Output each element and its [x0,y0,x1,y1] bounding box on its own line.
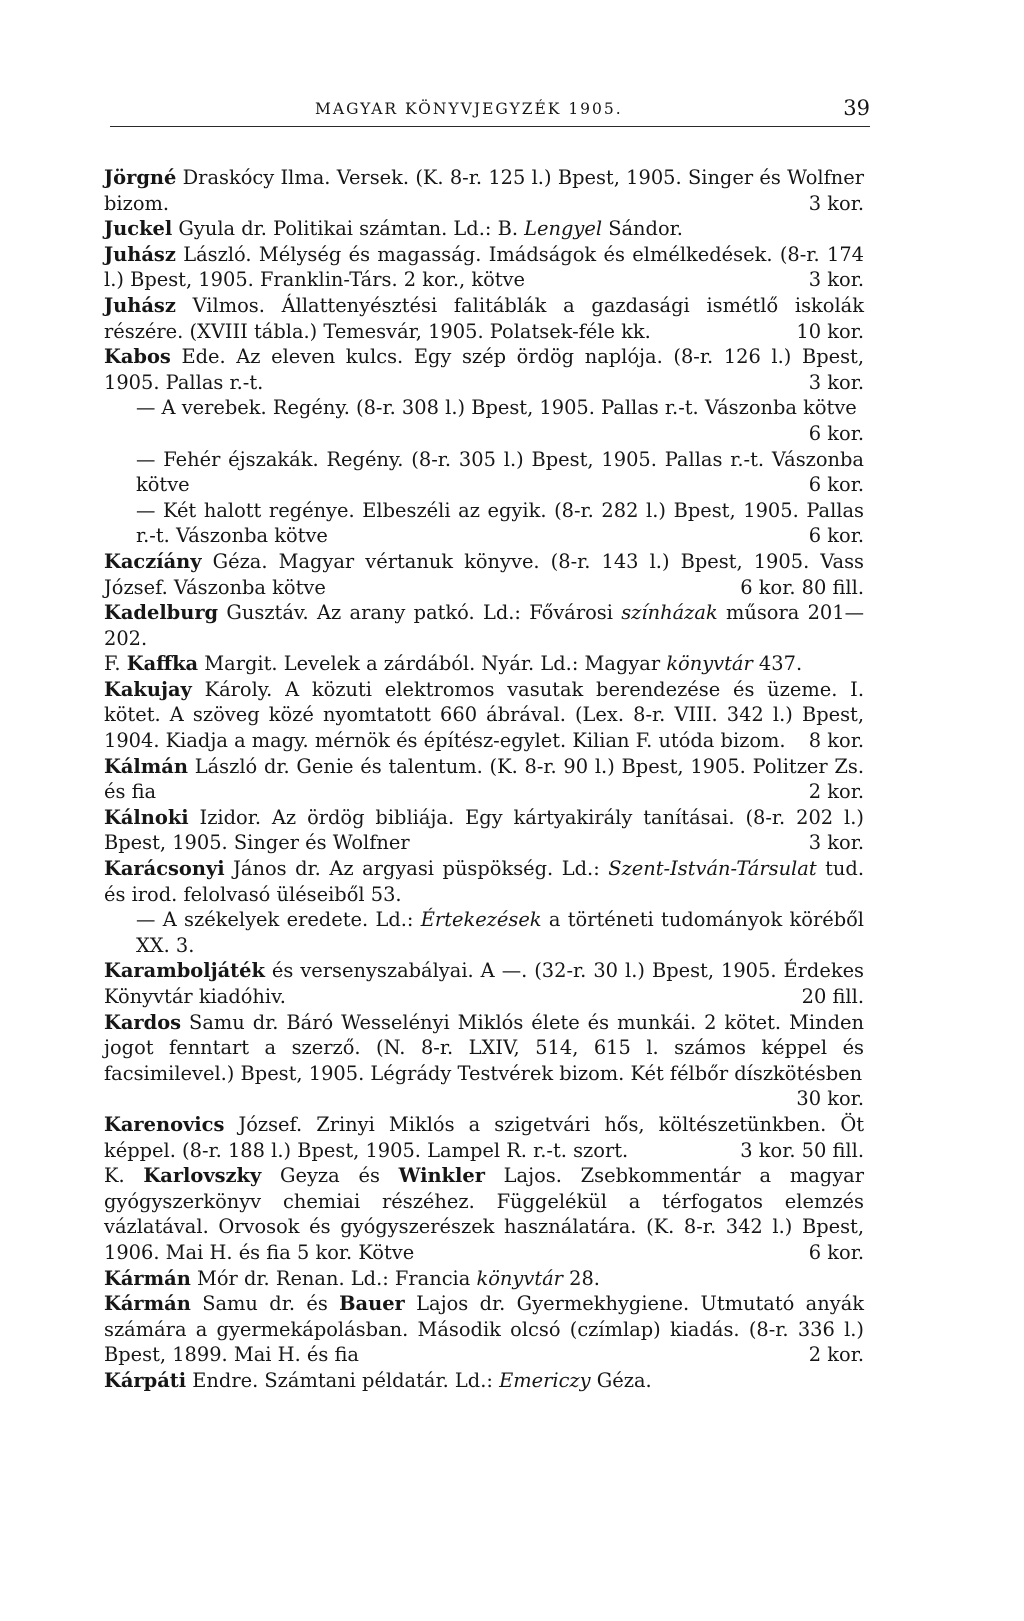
bibliography-entry [104,395,864,446]
entry-author: Kárpáti [104,1368,187,1392]
entry-text: Ede. Az eleven kulcs. Egy szép ördög naplója. (8-r. 126 l.) Bpest, 1905. Pallas r.-t. [104,345,864,394]
entry-price: 3 kor. [808,268,864,292]
entry-text: Endre. Számtani példatár. Ld.: [192,1368,500,1392]
entry-text: Gyula dr. Politikai számtan. Ld.: B. [178,217,525,241]
entry-price: 3 kor. [808,831,864,855]
bibliography-entry [104,549,864,600]
entry-text: Samu dr. Báró Wesselényi Miklós élete és munkái. 2 kötet. Minden jogot fenntart a szerző. (N. 8-r. LXIV, 514, 615 l. számos képpel és facsimilevel.) Bpest, 1905. Légrády Testvérek bizom. Két félbőr díszkötésben [104,1010,864,1085]
bibliography-entry [104,447,864,498]
bibliography-entry [104,600,864,651]
bibliography-entry [104,651,864,677]
entry-coauthor: Winkler [398,1164,485,1188]
entry-text: Vilmos. Állattenyésztési falitáblák a gazdasági ismétlő iskolák részére. (XVIII tábla.) Temesvár, 1905. Polatsek-féle kk. [104,293,864,343]
entry-tail: műsora 201—202. [104,601,864,650]
entry-text: Gusztáv. Az arany patkó. Ld.: Fővárosi [226,601,622,625]
entry-text: — A székelyek eredete. Ld.: [136,908,421,932]
entry-tail: tud. és irod. felolvasó üléseiből 53. [104,857,864,906]
entry-price: 3 kor. [808,191,864,215]
entry-text: Draskócy Ilma. Versek. (K. 8-r. 125 l.) Bpest, 1905. Singer és Wolfner bizom. [104,166,864,215]
bibliography-entry [104,1266,864,1292]
bibliography-entry [104,907,864,958]
entry-text: Margit. Levelek a zárdából. Nyár. Ld.: Magyar [204,652,667,676]
entry-text: Károly. A közuti elektromos vasutak berendezése és üzeme. I. kötet. A szöveg közé nyomtatott 660 ábrával. (Lex. 8-r. VIII. 342 l.) Bpest, 1904. Kiadja a magy. mérnök és építész-egylet. Kilian F. utóda bizom. [104,677,864,753]
bibliography-entry [104,216,864,242]
entry-text: Mór dr. Renan. Ld.: Francia [197,1266,477,1290]
entry-tail: Géza. [590,1368,652,1392]
entry-author: Juhász [104,242,176,266]
entry-price: 20 fill. [801,985,864,1008]
entry-tail: Sándor. [602,217,683,241]
entry-author: Kardos [104,1010,182,1034]
entry-text: László. Mélység és magasság. Imádságok és elmélkedések. (8-r. 174 l.) Bpest, 1905. Franklin-Társ. 2 kor., kötve [104,242,864,292]
entry-author: Karlovszky [143,1164,262,1188]
entry-text: Samu dr. és [202,1292,340,1316]
entry-price: 2 kor. [808,1343,864,1367]
entry-price: 6 kor. [808,421,864,445]
entry-author: Kálnoki [104,805,189,829]
entry-series: színházak [621,601,718,625]
entry-author: Jörgné [104,166,177,189]
entry-author: Kadelburg [104,601,219,625]
entry-price: 30 kor. [796,1087,864,1111]
entry-author: Kármán [104,1266,191,1290]
entry-author: Kabos [104,345,171,369]
bibliography-entry [104,754,864,805]
entry-series: Értekezések [420,908,542,932]
entry-author: Karamboljáték [104,959,265,983]
entry-text: János dr. Az argyasi püspökség. Ld.: [233,857,609,881]
entry-price: 6 kor. [808,1240,864,1264]
entry-price: 8 kor. [808,729,864,753]
page-header [110,96,870,130]
entry-text: — Két halott regénye. Elbeszéli az egyik. (8-r. 282 l.) Bpest, 1905. Pallas r.-t. Vászonba kötve [136,498,864,548]
bibliography-entry [104,856,864,907]
bibliography-entry [104,242,864,293]
entry-price: 6 kor. 80 fill. [740,575,864,599]
entry-series: Emericzy [499,1368,591,1392]
entry-text: — Fehér éjszakák. Regény. (8-r. 305 l.) Bpest, 1905. Pallas r.-t. Vászonba kötve [136,447,864,497]
entry-author: Kaffka [126,652,199,676]
entry-series: Lengyel [524,217,603,241]
entry-tail: Lajos. Zsebkommentár a magyar gyógyszerkönyv chemiai részéhez. Függelékül a térfogatos elemzés vázlatával. Orvosok és gyógyszerészek használatára. (K. 8-r. 342 l.) Bpest, 1906. Mai H. és fia 5 kor. Kötve [104,1164,864,1264]
entry-series: könyvtár [666,652,753,676]
entry-author: Karenovics [104,1112,225,1136]
entry-coauthor: Bauer [339,1292,405,1316]
entry-text: Geyza és [280,1164,399,1188]
entry-author: Karácsonyi [104,857,225,881]
entry-price: 6 kor. [808,524,864,548]
entry-tail: a történeti tudományok köréből XX. 3. [136,908,864,957]
bibliography-entry [104,1368,864,1394]
entry-text: Géza. Magyar vértanuk könyve. (8-r. 143 l.) Bpest, 1905. Vass József. Vászonba kötve [104,549,864,599]
entry-prefix: K. [104,1164,144,1188]
entry-price: 2 kor. [808,780,864,804]
entry-author: Kármán [104,1292,191,1316]
entry-text: és versenyszabályai. A —. (32-r. 30 l.) Bpest, 1905. Érdekes Könyvtár kiadóhiv. [104,959,864,1008]
entry-author: Juhász [104,293,176,317]
bibliography-entry [104,1163,864,1265]
entry-text: József. Zrinyi Miklós a szigetvári hős, költészetünkben. Öt képpel. (8-r. 188 l.) Bpest, 1905. Lampel R. r.-t. szort. [104,1112,865,1162]
bibliography-entry [104,344,864,395]
bibliography-entry [104,805,864,856]
entry-price: 3 kor. [808,370,864,394]
header-rule [110,126,870,127]
bibliography-entry [104,1291,864,1368]
entry-text: — A verebek. Regény. (8-r. 308 l.) Bpest, 1905. Pallas r.-t. Vászonba kötve [136,396,857,420]
entry-tail: 28. [562,1266,600,1290]
entry-text: László dr. Genie és talentum. (K. 8-r. 90 l.) Bpest, 1905. Politzer Zs. és fia [104,754,864,804]
bibliography-list [104,165,864,1394]
entry-series: Szent-István-Társulat [608,857,817,881]
entry-author: Kaczíány [104,549,202,573]
entry-series: könyvtár [476,1266,563,1290]
entry-author: Kálmán [104,754,188,778]
entry-prefix: F. [104,652,127,676]
entry-author: Kakujay [104,677,192,701]
entry-author: Juckel [104,217,173,241]
bibliography-entry [104,677,864,754]
bibliography-entry [104,165,864,216]
entry-text: Izidor. Az ördög bibliája. Egy kártyakirály tanításai. (8-r. 202 l.) Bpest, 1905. Singer és Wolfner [104,805,864,855]
bibliography-entry [104,1010,864,1112]
entry-tail: 437. [752,652,803,676]
bibliography-entry [104,498,864,549]
entry-price: 3 kor. 50 fill. [740,1138,864,1162]
running-title: MAGYAR KÖNYVJEGYZÉK 1905. [315,100,623,118]
entry-price: 10 kor. [796,319,864,343]
bibliography-entry [104,958,864,1009]
entry-price: 6 kor. [808,473,864,497]
page-number: 39 [843,96,870,120]
bibliography-entry [104,1112,864,1163]
bibliography-entry [104,293,864,344]
entry-tail: Lajos dr. Gyermekhygiene. Utmutató anyák számára a gyermekápolásban. Második olcsó (czímlap) kiadás. (8-r. 336 l.) Bpest, 1899. Mai H. és fia [104,1292,864,1367]
